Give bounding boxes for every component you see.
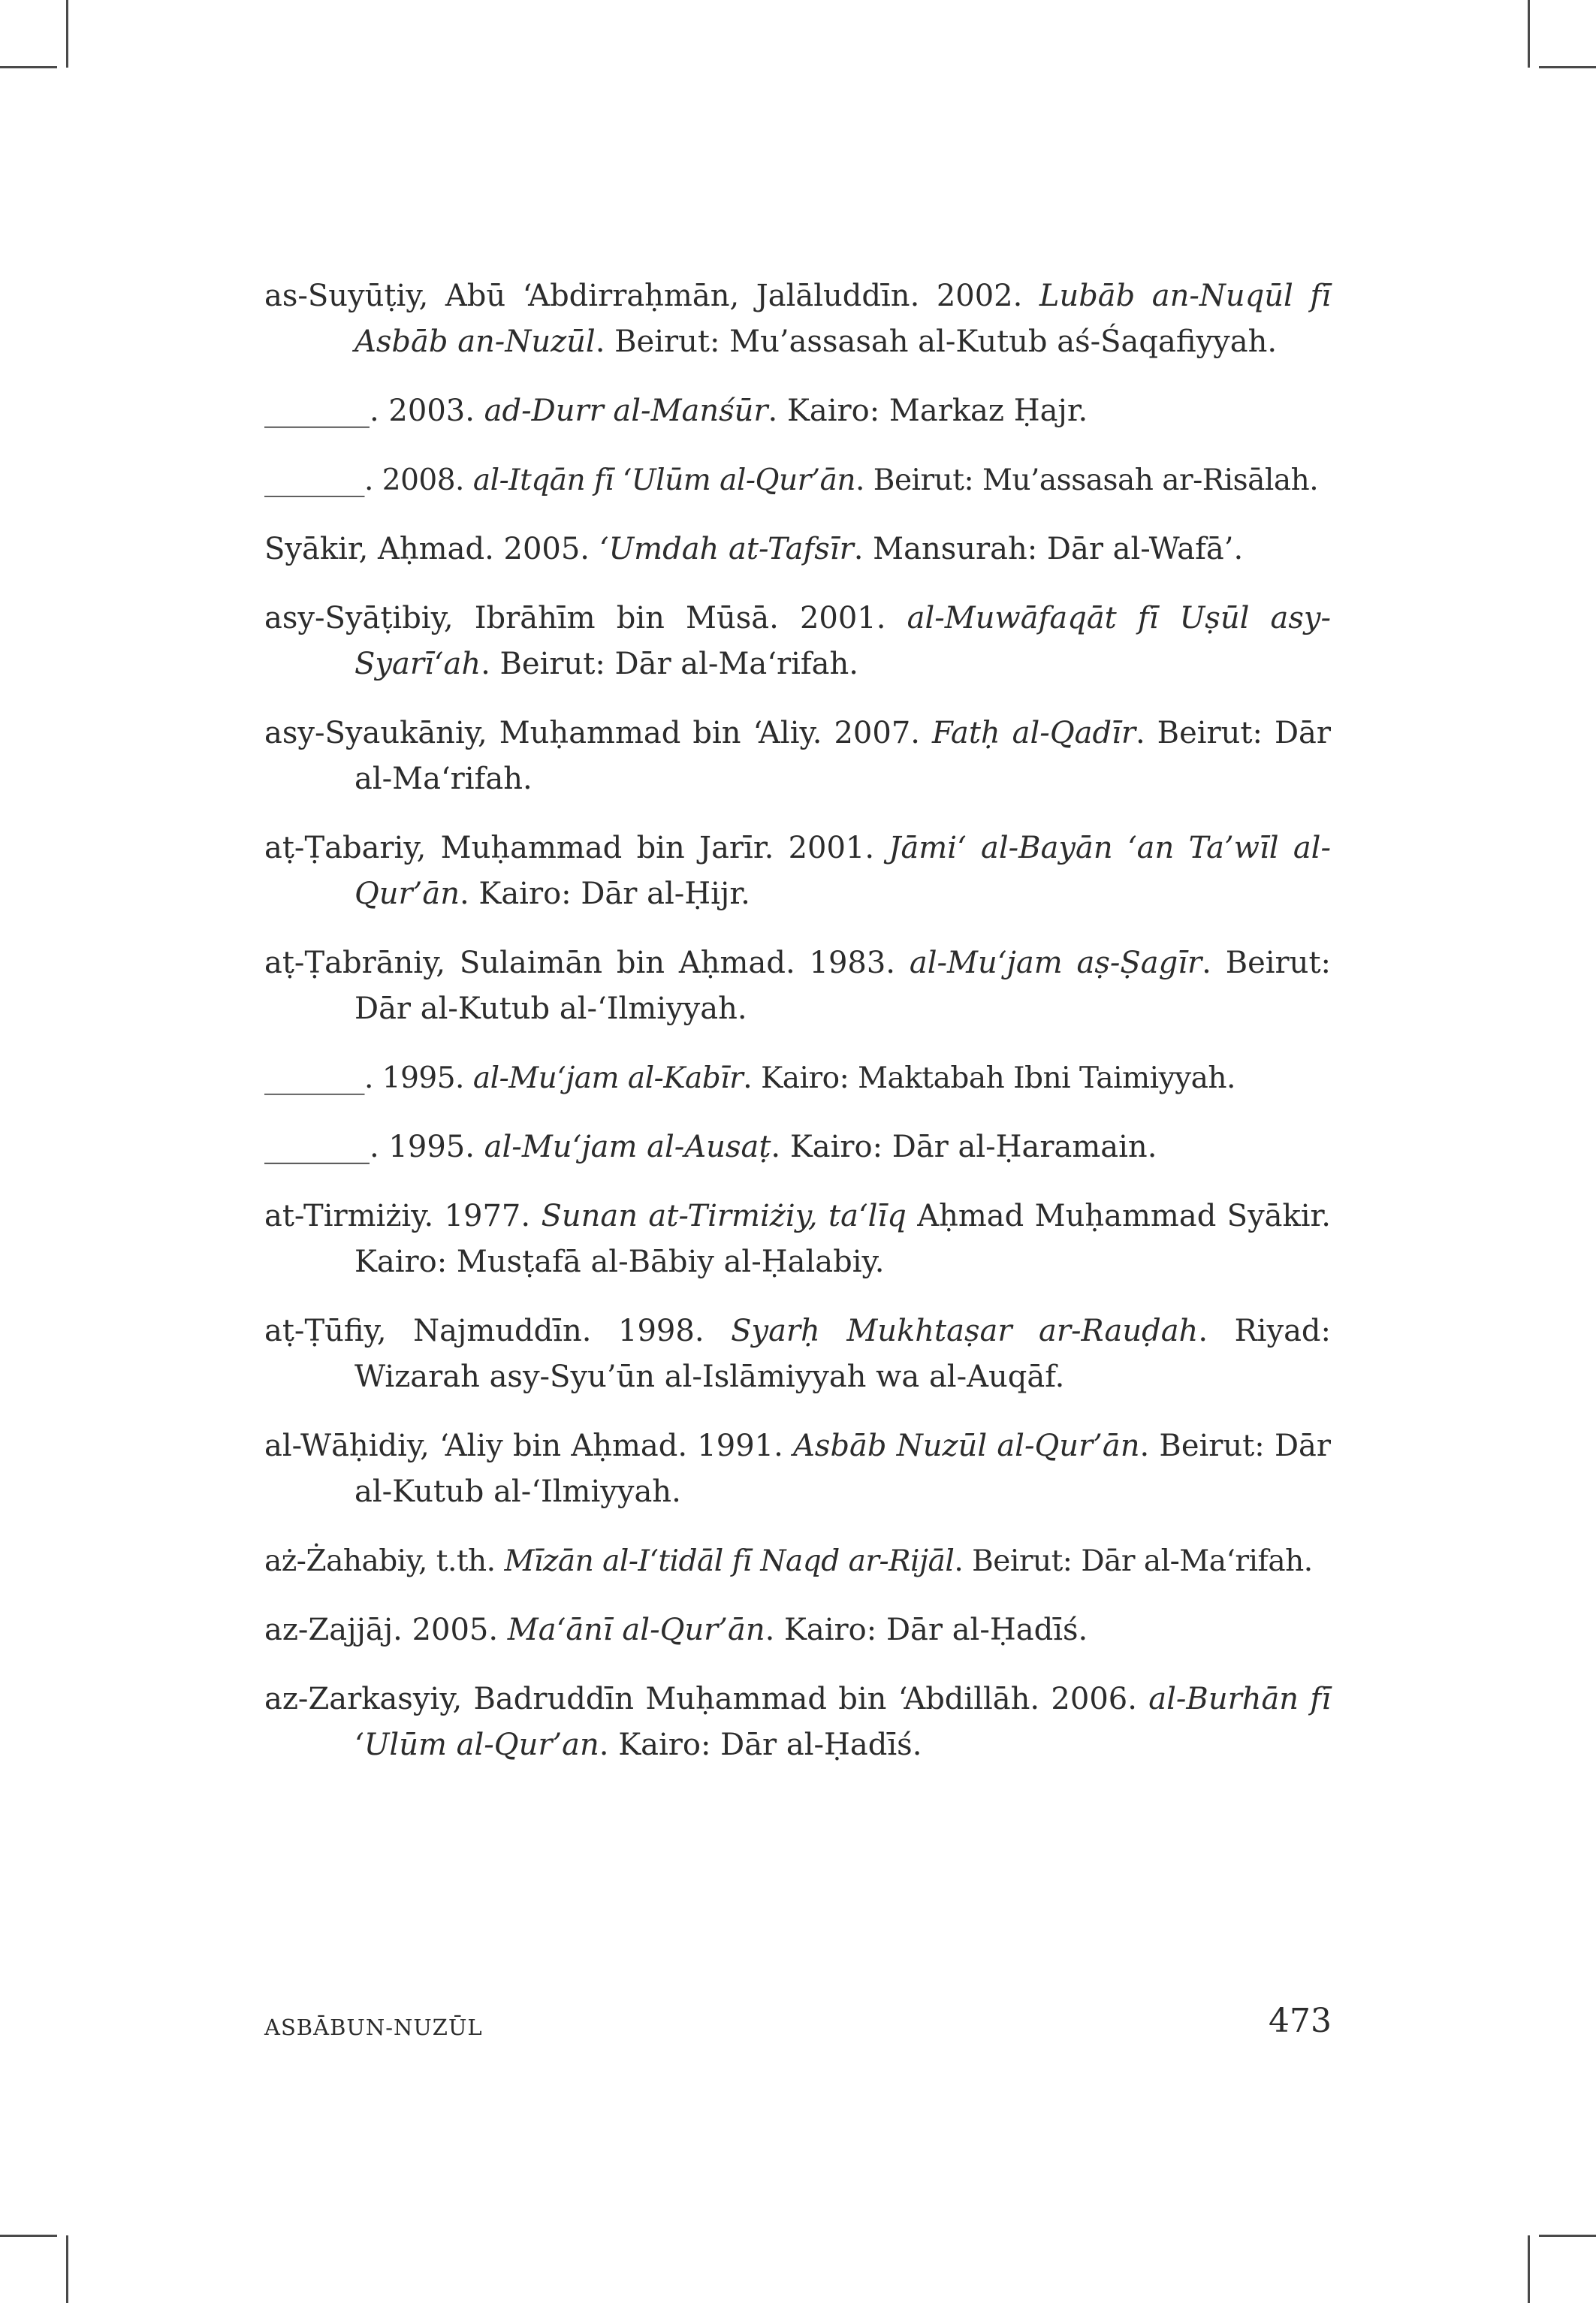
- reference-entry: aṭ-Ṭūfiy, Najmuddīn. 1998. Syarḥ Mukhtaṣar ar-Rauḍah. Riyad: Wizarah asy-Syu’ūn al-Islāmiyyah wa al-Auqāf.: [264, 1314, 1332, 1394]
- crop-mark: [1539, 66, 1596, 68]
- crop-mark: [0, 66, 57, 68]
- crop-mark: [1528, 2235, 1530, 2303]
- crop-mark: [66, 2235, 68, 2303]
- crop-mark: [66, 0, 68, 68]
- crop-mark: [0, 2235, 57, 2237]
- reference-entry: aṭ-Ṭabrāniy, Sulaimān bin Aḥmad. 1983. al-Mu‘jam aṣ-Ṣagīr. Beirut: Dār al-Kutub al-‘Ilmiyyah.: [264, 946, 1331, 1026]
- reference-entry: _______. 2008. al-Itqān fī ‘Ulūm al-Qur’ān. Beirut: Mu’assasah ar-Risālah.: [264, 463, 1319, 497]
- reference-entry: az-Zajjāj. 2005. Ma‘ānī al-Qur’ān. Kairo: Dār al-Ḥadīś.: [264, 1613, 1088, 1647]
- reference-entry: _______. 2003. ad-Durr al-Manśūr. Kairo: Markaz Ḥajr.: [264, 394, 1088, 428]
- reference-entry: asy-Syāṭibiy, Ibrāhīm bin Mūsā. 2001. al-Muwāfaqāt fī Uṣūl asy-Syarī‘ah. Beirut: Dār al-Ma‘rifah.: [264, 601, 1331, 681]
- crop-mark: [1539, 2235, 1596, 2237]
- reference-entry: az-Zarkasyiy, Badruddīn Muḥammad bin ʻAbdillāh. 2006. al-Burhān fī ‘Ulūm al-Qur’an. Kairo: Dār al-Ḥadīś.: [264, 1682, 1331, 1762]
- reference-entry: al-Wāḥidiy, ʻAliy bin Aḥmad. 1991. Asbāb Nuzūl al-Qur’ān. Beirut: Dār al-Kutub al-‘Ilmiyyah.: [264, 1429, 1331, 1509]
- reference-entry: as-Suyūṭiy, Abū ʻAbdirraḥmān, Jalāluddīn. 2002. Lubāb an-Nuqūl fī Asbāb an-Nuzūl. Beirut: Mu’assasah al-Kutub aś-Śaqafiyyah.: [264, 279, 1331, 359]
- reference-entry: aż-Żahabiy, t.th. Mīzān al-I‘tidāl fī Naqd ar-Rijāl. Beirut: Dār al-Ma‘rifah.: [264, 1544, 1313, 1578]
- reference-entry: at-Tirmiżiy. 1977. Sunan at-Tirmiżiy, ta‘līq Aḥmad Muḥammad Syākir. Kairo: Musṭafā al-Bābiy al-Ḥalabiy.: [264, 1199, 1332, 1279]
- reference-entry: Syākir, Aḥmad. 2005. ‘Umdah at-Tafsīr. Mansurah: Dār al-Wafā’.: [264, 532, 1244, 566]
- reference-entry: _______. 1995. al-Mu‘jam al-Kabīr. Kairo: Maktabah Ibni Taimiyyah.: [264, 1061, 1235, 1095]
- reference-entry: asy-Syaukāniy, Muḥammad bin ʻAliy. 2007. Fatḥ al-Qadīr. Beirut: Dār al-Ma‘rifah.: [264, 716, 1331, 796]
- reference-entry: aṭ-Ṭabariy, Muḥammad bin Jarīr. 2001. Jāmi‘ al-Bayān ‘an Ta’wīl al-Qur’ān. Kairo: Dār al-Ḥijr.: [264, 831, 1331, 911]
- bibliography: [264, 273, 1331, 1791]
- crop-mark: [1528, 0, 1530, 68]
- running-title: ASBĀBUN-NUZŪL: [264, 2015, 483, 2040]
- page-number: 473: [1269, 2002, 1332, 2040]
- reference-entry: _______. 1995. al-Mu‘jam al-Ausaṭ. Kairo: Dār al-Ḥaramain.: [264, 1130, 1157, 1164]
